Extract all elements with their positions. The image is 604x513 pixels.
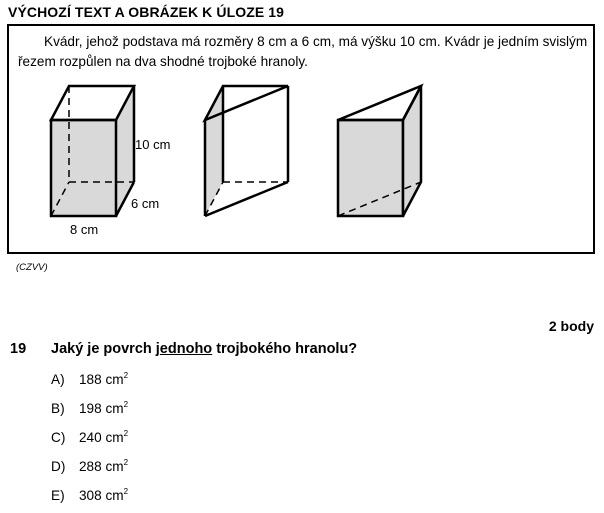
- option-letter: B): [51, 401, 65, 416]
- option-exponent: 2: [123, 429, 129, 438]
- prism-one-drawing: [205, 86, 288, 216]
- prism-two-front-face: [338, 120, 403, 216]
- question-text: [51, 341, 357, 357]
- option-letter: A): [51, 372, 65, 387]
- option-exponent: 2: [123, 371, 129, 380]
- answer-option-c[interactable]: [51, 429, 128, 449]
- option-letter: D): [51, 459, 66, 474]
- question-text-after: trojbokého hranolu?: [212, 341, 358, 357]
- option-exponent: 2: [123, 458, 129, 467]
- option-letter: C): [51, 430, 66, 445]
- source-credit: (CZVV): [16, 262, 48, 273]
- cuboid-front-face: [51, 120, 116, 216]
- option-exponent: 2: [123, 487, 129, 496]
- prisms-figure: [9, 26, 593, 252]
- height-label: 10 cm: [135, 137, 171, 152]
- option-value: 198 cm: [79, 401, 124, 416]
- cuboid-drawing: [51, 86, 134, 216]
- answer-option-b[interactable]: [51, 400, 128, 420]
- prism-two-drawing: [338, 86, 421, 216]
- question-number: 19: [10, 341, 27, 357]
- option-value: 188 cm: [79, 372, 124, 387]
- width-label: 8 cm: [70, 222, 99, 237]
- points-label: 2 body: [548, 318, 594, 334]
- answer-option-a[interactable]: [51, 371, 128, 391]
- answer-option-d[interactable]: [51, 458, 128, 478]
- source-text-box: [7, 24, 595, 254]
- option-value: 308 cm: [79, 488, 124, 503]
- depth-label: 6 cm: [131, 196, 160, 211]
- question-text-before: Jaký je povrch: [51, 341, 156, 357]
- question-text-underlined: jednoho: [155, 341, 213, 357]
- option-exponent: 2: [123, 400, 129, 409]
- option-letter: E): [51, 488, 65, 503]
- option-value: 240 cm: [79, 430, 124, 445]
- answer-option-e[interactable]: [51, 487, 128, 507]
- section-heading: VÝCHOZÍ TEXT A OBRÁZEK K ÚLOZE 19: [8, 4, 285, 20]
- intro-text: Kvádr, jehož podstava má rozměry 8 cm a 6 cm, má výšku 10 cm. Kvádr je jedním svislým řezem rozpůlen na dva shodné trojboké hranoly.: [18, 34, 588, 69]
- option-value: 288 cm: [79, 459, 124, 474]
